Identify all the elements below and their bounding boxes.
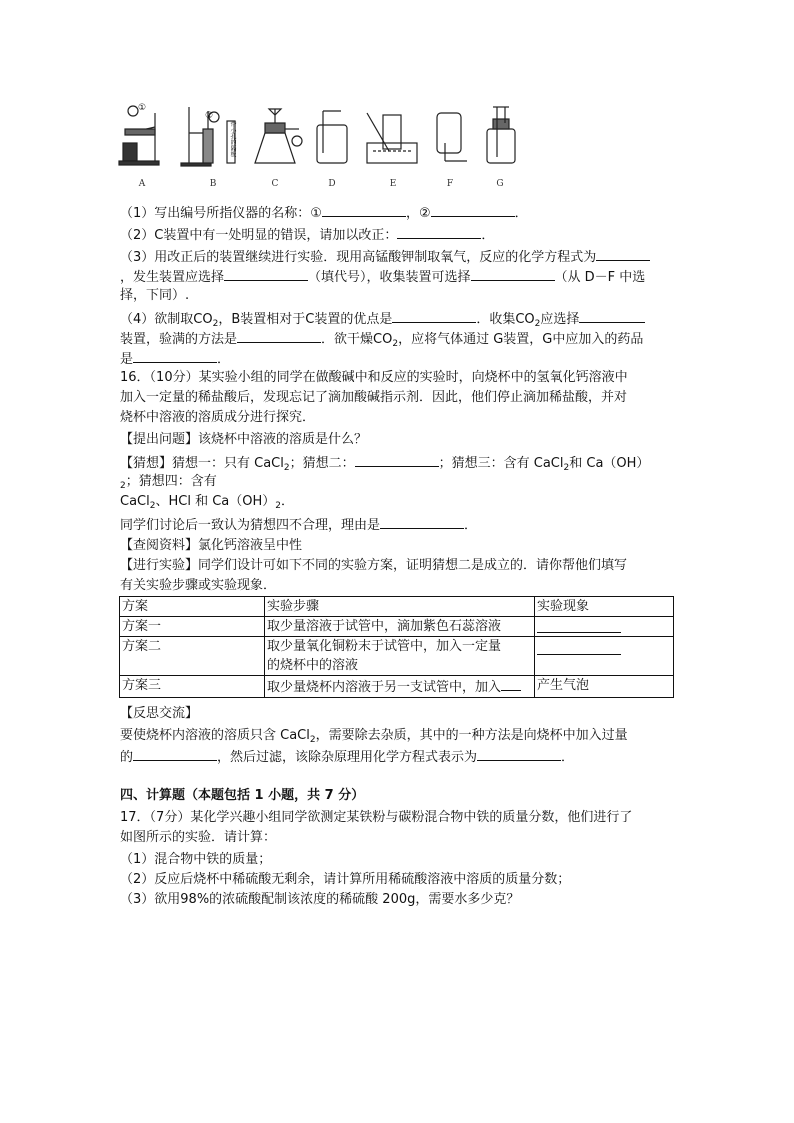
- q17-sub3: （3）欲用98%的浓硫酸配制该浓度的稀硫酸 200g，需要水多少克？: [120, 892, 520, 907]
- q16-discuss-end: ．: [464, 518, 478, 533]
- q15-p1-text: （1）写出编号所指仪器的名称：①: [120, 206, 322, 221]
- q16-reflect-heading: 【反思交流】: [120, 706, 199, 721]
- figure-mark-1: ①: [138, 103, 147, 113]
- q16-reflect-end: ．: [561, 750, 575, 765]
- q16-guess-text6: CaCl: [120, 494, 150, 509]
- q17-line1: 17．（7分）某化学兴趣小组同学欲测定某铁粉与碳粉混合物中铁的质量分数，他们进行了: [120, 810, 633, 825]
- q16-guess-text5: ；猜想四：含有: [125, 474, 217, 489]
- answer-blank[interactable]: [431, 202, 515, 217]
- figure-mark-2: ②: [205, 111, 214, 121]
- q15-p3-text: （3）用改正后的装置继续进行实验．现用高锰酸钾制取氧气，反应的化学方程式为: [120, 250, 597, 265]
- table-cell-text: 取少量烧杯内溶液于另一支试管中，加入: [267, 680, 502, 695]
- q17-sub1: （1）混合物中铁的质量；: [120, 852, 272, 867]
- table-cell-line2: 的烧杯中的溶液: [267, 658, 359, 673]
- q15-p1-end: ．: [514, 206, 528, 221]
- q16-guess-text2: ；猜想二：: [289, 456, 355, 471]
- q16-discuss: [120, 514, 477, 535]
- answer-blank[interactable]: [133, 746, 217, 761]
- subscript: 2: [149, 501, 156, 511]
- q16-guess-line3: [120, 492, 294, 516]
- subscript: 2: [563, 463, 570, 473]
- answer-blank[interactable]: [237, 328, 321, 343]
- table-cell: 方案二: [120, 637, 265, 676]
- q15-part2: [120, 224, 494, 245]
- table-cell-line1: 取少量氧化铜粉末于试管中，加入一定量: [267, 639, 502, 654]
- answer-blank[interactable]: [322, 202, 406, 217]
- q15-part3-line3: [120, 286, 189, 305]
- apparatus-figure: [115, 103, 555, 193]
- subscript: 2: [212, 319, 219, 329]
- answer-blank[interactable]: [471, 266, 555, 281]
- table-row: [120, 676, 674, 698]
- q15-p4-text6: ．欲干燥CO: [321, 332, 393, 347]
- q16-guess-text3: ；猜想三：含有 CaCl: [438, 456, 564, 471]
- q15-part3-line1: [120, 246, 650, 267]
- q15-p1-text2: ，②: [405, 206, 431, 221]
- q16-intro-line2: 加入一定量的稀盐酸后，发现忘记了滴加酸碱指示剂．因此，他们停止滴加稀盐酸，并对: [120, 390, 628, 405]
- q15-p4-text7: ，应将气体通过 G装置，G中应加入的药品: [398, 332, 644, 347]
- figure-tube-text: 带小孔的隔板: [229, 121, 236, 157]
- q15-p2-end: ．: [481, 228, 495, 243]
- q15-part4-line3: [120, 348, 230, 369]
- q15-p4-text: （4）欲制取CO: [120, 312, 213, 327]
- table-cell: [535, 637, 674, 676]
- answer-blank[interactable]: [380, 514, 464, 529]
- figure-label-g: G: [496, 179, 504, 189]
- subscript: 2: [275, 501, 281, 511]
- q15-part3-line2: [120, 266, 645, 287]
- q15-p4-text3: ．收集CO: [476, 312, 535, 327]
- figure-label-b: B: [209, 179, 217, 189]
- figure-label-f: F: [446, 179, 454, 189]
- q16-guess-end: ．: [280, 494, 294, 509]
- q16-reflect-line2: [120, 746, 574, 767]
- figure-label-e: E: [389, 179, 397, 189]
- table-cell: [265, 676, 535, 698]
- q16-reflect-text2: ，需要除去杂质，其中的一种方法是向烧杯中加入过量: [315, 728, 628, 743]
- table-cell: 产生气泡: [535, 676, 674, 698]
- q16-guess-text4: 和 Ca（OH）: [569, 456, 650, 471]
- answer-blank[interactable]: [501, 676, 521, 691]
- q16-exp-line1: 【进行实验】同学们设计可如下不同的实验方案，证明猜想二是成立的．请你帮他们填写: [120, 558, 628, 573]
- answer-blank[interactable]: [224, 266, 308, 281]
- q15-p3-text3: （填代号），收集装置可选择: [308, 270, 471, 285]
- q15-p3-text5: 择，下同）.: [120, 288, 190, 303]
- q16-info: 【查阅资料】氯化钙溶液呈中性: [120, 538, 303, 553]
- table-cell: [265, 637, 535, 676]
- table-cell: 方案三: [120, 676, 265, 698]
- table-cell: 方案一: [120, 617, 265, 637]
- q16-intro-line3: 烧杯中溶液的溶质成分进行探究．: [120, 410, 316, 425]
- q17-sub2: （2）反应后烧杯中稀硫酸无剩余，请计算所用稀硫酸溶液中溶质的质量分数；: [120, 872, 571, 887]
- q15-p4-text8: 是: [120, 352, 134, 367]
- q16-guess-text7: 、HCl 和 Ca（OH）: [155, 494, 276, 509]
- q16-intro-line1: 16．（10分）某实验小组的同学在做酸碱中和反应的实验时，向烧杯中的氢氧化钙溶液中: [120, 370, 628, 385]
- answer-blank[interactable]: [477, 746, 561, 761]
- figure-label-a: A: [138, 179, 146, 189]
- q16-reflect-text4: ，然后过滤，该除杂原理用化学方程式表示为: [217, 750, 478, 765]
- q15-p4-text4: 应选择: [540, 312, 580, 327]
- q15-p2-text: （2）C装置中有一处明显的错误，请加以改正：: [120, 228, 398, 243]
- table-row: [120, 637, 674, 676]
- q16-guess-text: 【猜想】猜想一：只有 CaCl: [120, 456, 284, 471]
- q15-p4-text2: ，B装置相对于C装置的优点是: [218, 312, 393, 327]
- table-cell: 取少量溶液于试管中，滴加紫色石蕊溶液: [265, 617, 535, 637]
- table-cell: [535, 617, 674, 637]
- q15-p3-text4: （从 D－F 中选: [554, 270, 646, 285]
- answer-blank[interactable]: [133, 348, 217, 363]
- answer-blank[interactable]: [596, 246, 650, 261]
- experiment-table: [119, 596, 674, 698]
- q15-p4-text5: 装置，验满的方法是: [120, 332, 238, 347]
- q16-reflect-text: 要使烧杯内溶液的溶质只含 CaCl: [120, 728, 310, 743]
- q15-p3-text2: ，发生装置应选择: [120, 270, 225, 285]
- figure-label-c: C: [271, 179, 279, 189]
- q16-reflect-text3: 的: [120, 750, 134, 765]
- subscript: 2: [309, 735, 316, 745]
- subscript: 2: [283, 463, 290, 473]
- answer-blank[interactable]: [537, 639, 621, 655]
- answer-blank[interactable]: [579, 308, 645, 323]
- q16-exp-line2: 有关实验步骤或实验现象．: [120, 578, 277, 593]
- table-row: [120, 617, 674, 637]
- answer-blank[interactable]: [537, 617, 621, 633]
- table-header: 方案: [120, 597, 265, 617]
- q15-p4-end: ．: [217, 352, 231, 367]
- figure-label-d: D: [328, 179, 336, 189]
- subscript: 2: [392, 339, 399, 349]
- q16-discuss-text: 同学们讨论后一致认为猜想四不合理，理由是: [120, 518, 381, 533]
- q17-line2: 如图所示的实验．请计算：: [120, 830, 277, 845]
- answer-blank[interactable]: [392, 308, 476, 323]
- table-header: 实验步骤: [265, 597, 535, 617]
- answer-blank[interactable]: [397, 224, 481, 239]
- table-header-row: [120, 597, 674, 617]
- subscript: 2: [120, 481, 126, 491]
- q15-part1: [120, 202, 528, 223]
- subscript: 2: [534, 319, 541, 329]
- answer-blank[interactable]: [355, 452, 439, 467]
- table-header: 实验现象: [535, 597, 674, 617]
- q16-question: 【提出问题】该烧杯中溶液的溶质是什么？: [120, 432, 368, 447]
- section4-title: 四、计算题（本题包括 1 小题，共 7 分）: [120, 788, 365, 803]
